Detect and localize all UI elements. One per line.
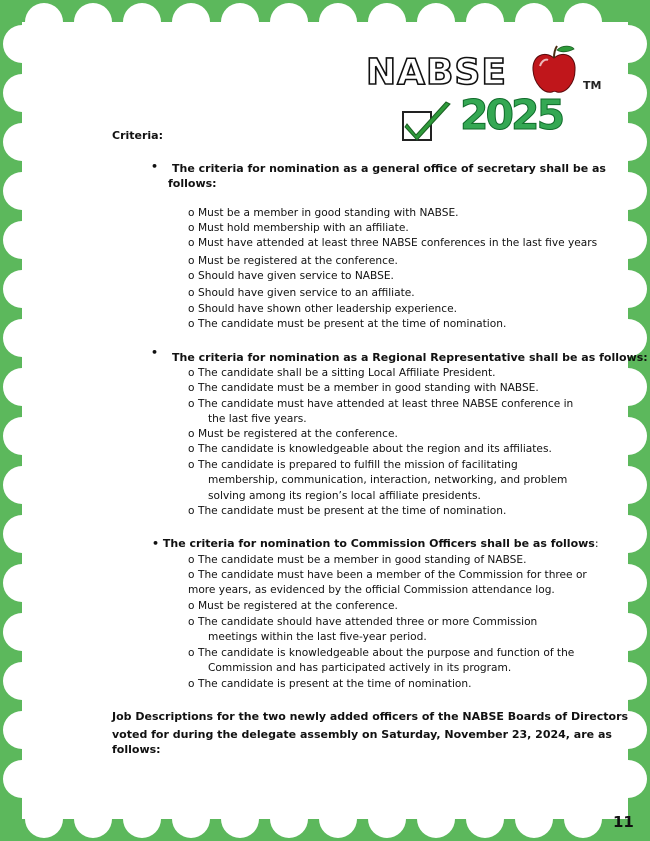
list-item: o The candidate is present at the time of nomination.: [188, 678, 472, 690]
job-descriptions-line: voted for during the delegate assembly on Saturday, November 23, 2024, are as: [112, 728, 612, 741]
list-item: o The candidate is knowledgeable about the purpose and function of the: [188, 647, 575, 659]
list-item: o Should have given service to an affiliate.: [188, 287, 415, 299]
list-item: o Should have given service to NABSE.: [188, 270, 394, 282]
list-item-continuation: meetings within the last five-year period.: [208, 631, 427, 643]
job-descriptions-line: Job Descriptions for the two newly added officers of the NABSE Boards of Directors: [112, 710, 629, 723]
list-item-continuation: membership, communication, interaction, networking, and problem: [208, 474, 568, 486]
list-item: o Must hold membership with an affiliate.: [188, 222, 409, 234]
secretary-intro-cont: follows:: [168, 177, 217, 190]
list-item: o The candidate must be a member in good standing with NABSE.: [188, 382, 539, 394]
list-item: o The candidate shall be a sitting Local Affiliate President.: [188, 367, 496, 379]
list-item: o The candidate must be a member in good standing of NABSE.: [188, 554, 527, 566]
list-item: o The candidate is prepared to fulfill the mission of facilitating: [188, 459, 518, 471]
bullet: •: [151, 160, 159, 173]
nabse-logo-wordmark: NABSE: [366, 52, 507, 93]
job-descriptions-line: follows:: [112, 743, 161, 756]
list-item: o The candidate must have attended at least three NABSE conference in: [188, 398, 574, 410]
list-item: o The candidate must be present at the time of nomination.: [188, 505, 507, 517]
list-item: o Must have attended at least three NABSE conferences in the last five years: [188, 237, 598, 249]
list-item: o Must be registered at the conference.: [188, 600, 398, 612]
logo-year: 2025: [460, 91, 563, 139]
page-number: 11: [613, 813, 634, 831]
list-item: o Must be registered at the conference.: [188, 255, 398, 267]
list-item: o Should have shown other leadership experience.: [188, 303, 457, 315]
list-item: o Must be a member in good standing with NABSE.: [188, 207, 459, 219]
list-item: o The candidate should have attended three or more Commission: [188, 616, 538, 628]
apple-icon: [530, 44, 578, 96]
list-item-continuation: Commission and has participated actively in its program.: [208, 662, 512, 674]
commission-intro: • The criteria for nomination to Commission Officers shall be as follows:: [152, 537, 599, 550]
secretary-intro: The criteria for nomination as a general office of secretary shall be as: [172, 162, 606, 175]
list-item: o The candidate must be present at the time of nomination.: [188, 318, 507, 330]
trademark-mark: TM: [583, 79, 602, 92]
bullet: •: [151, 346, 159, 359]
checkbox-check-icon: [402, 100, 458, 142]
list-item-continuation: more years, as evidenced by the official Commission attendance log.: [188, 584, 555, 596]
list-item: o The candidate is knowledgeable about the region and its affiliates.: [188, 443, 552, 455]
list-item: o Must be registered at the conference.: [188, 428, 398, 440]
list-item: o The candidate must have been a member of the Commission for three or: [188, 569, 587, 581]
criteria-heading: Criteria:: [112, 129, 164, 142]
regional-intro: The criteria for nomination as a Regional Representative shall be as follows:: [172, 351, 648, 364]
list-item-continuation: solving among its region’s local affiliate presidents.: [208, 490, 481, 502]
list-item-continuation: the last five years.: [208, 413, 307, 425]
